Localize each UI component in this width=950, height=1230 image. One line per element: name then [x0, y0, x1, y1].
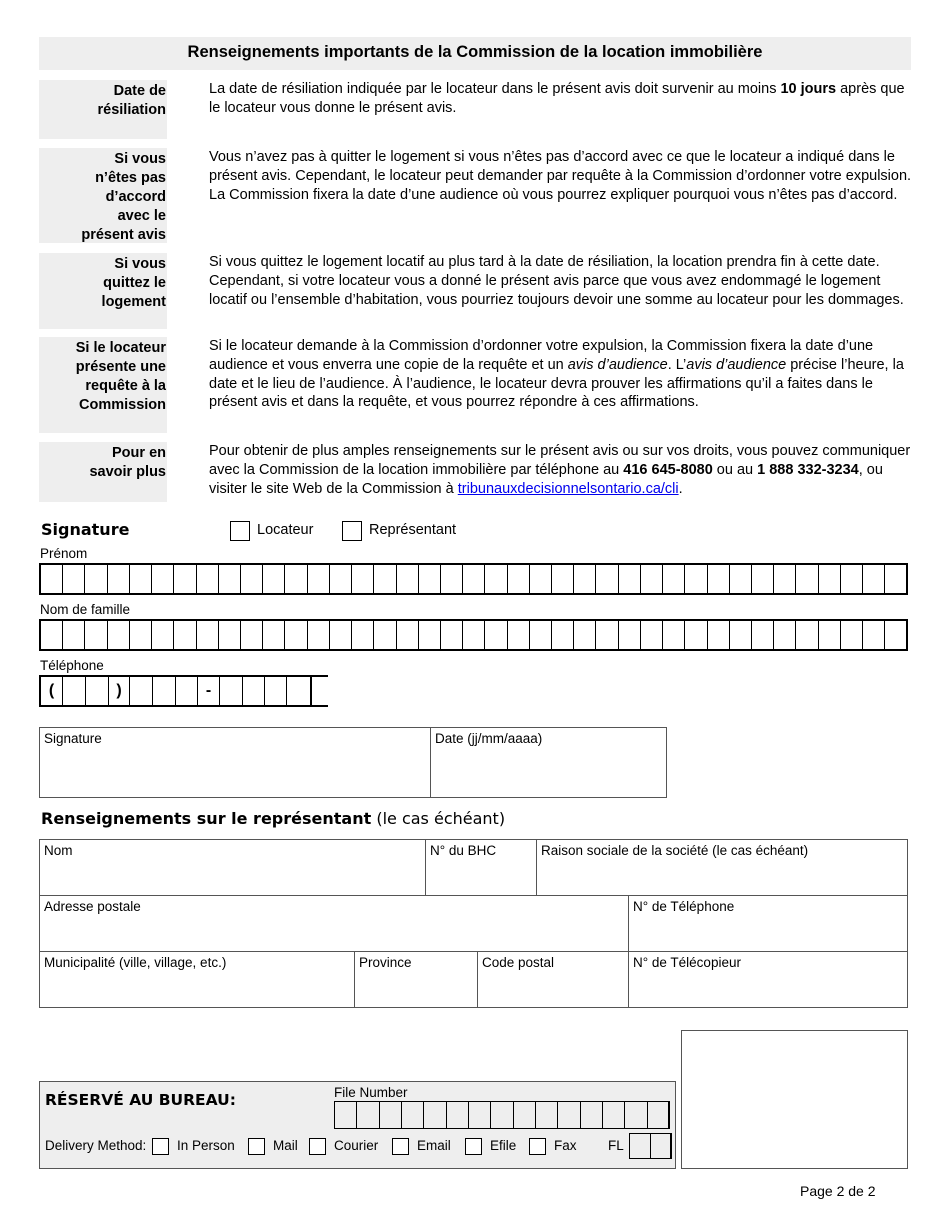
prenom-char-cell: [285, 565, 307, 593]
prenom-input[interactable]: [39, 563, 908, 595]
office-use-panel: [39, 1081, 676, 1169]
prenom-char-cell: [108, 565, 130, 593]
nom-famille-label: Nom de famille: [40, 602, 131, 617]
nom-char-cell: [241, 621, 263, 649]
page-title: Renseignements importants de la Commission de la location immobilière: [39, 37, 911, 70]
file-number-cell: [424, 1102, 446, 1128]
nom-char-cell: [352, 621, 374, 649]
office-use-title: RÉSERVÉ AU BUREAU:: [45, 1091, 236, 1109]
prenom-char-cell: [796, 565, 818, 593]
prenom-char-cell: [530, 565, 552, 593]
nom-char-cell: [374, 621, 396, 649]
file-number-cell: [469, 1102, 491, 1128]
telephone-input[interactable]: [39, 675, 328, 707]
nom-char-cell: [441, 621, 463, 649]
rep-adresse-label: Adresse postale: [44, 899, 141, 914]
rep-bhc-field[interactable]: [425, 839, 537, 896]
nom-char-cell: [108, 621, 130, 649]
prenom-char-cell: [41, 565, 63, 593]
fl-cell: [630, 1134, 651, 1158]
signature-box-label: Signature: [44, 731, 102, 746]
file-number-cell: [447, 1102, 469, 1128]
nom-char-cell: [796, 621, 818, 649]
prenom-char-cell: [241, 565, 263, 593]
representative-section-title: Renseignements sur le représentant (le cas échéant): [41, 809, 506, 828]
nom-char-cell: [63, 621, 85, 649]
label-pas-daccord: Si vous n’êtes pas d’accord avec le présent avis: [39, 148, 167, 243]
nom-char-cell: [219, 621, 241, 649]
rep-adresse-field[interactable]: [39, 895, 629, 952]
nom-char-cell: [508, 621, 530, 649]
phone-cell: [287, 677, 312, 705]
nom-char-cell: [663, 621, 685, 649]
prenom-char-cell: [397, 565, 419, 593]
file-number-cell: [536, 1102, 558, 1128]
label-requete-commission: Si le locateur présente une requête à la Commission: [39, 337, 167, 433]
rep-nom-label: Nom: [44, 843, 73, 858]
nom-char-cell: [685, 621, 707, 649]
nom-char-cell: [463, 621, 485, 649]
prenom-char-cell: [263, 565, 285, 593]
date-box-label: Date (jj/mm/aaaa): [435, 731, 543, 746]
phone-cell: [130, 677, 153, 705]
rep-province-label: Province: [359, 955, 412, 970]
file-number-cell: [625, 1102, 647, 1128]
delivery-mail-checkbox[interactable]: [248, 1138, 265, 1155]
prenom-char-cell: [219, 565, 241, 593]
prenom-char-cell: [85, 565, 107, 593]
file-number-cell: [380, 1102, 402, 1128]
nom-char-cell: [774, 621, 796, 649]
prenom-char-cell: [774, 565, 796, 593]
delivery-fax-checkbox[interactable]: [529, 1138, 546, 1155]
prenom-char-cell: [152, 565, 174, 593]
fl-input[interactable]: [629, 1133, 672, 1159]
text-requete-commission: Si le locateur demande à la Commission d’ordonner votre expulsion, la Commission fixera la date d’une audience et vous enverra une copie de la requête et un avis d’audience. L’avis d’audience précise l’heure, la date et le lieu de l’audience. À l’audience, le locateur devra prouver les affirmations qu’il a faites dans le présent avis et dans la requête, et vous pourrez répondre à ces affirmations.: [209, 338, 904, 411]
rep-code-postal-field[interactable]: [477, 951, 629, 1008]
prenom-char-cell: [508, 565, 530, 593]
prenom-char-cell: [841, 565, 863, 593]
file-number-cell: [357, 1102, 379, 1128]
prenom-char-cell: [708, 565, 730, 593]
phone-cell: [63, 677, 86, 705]
prenom-char-cell: [463, 565, 485, 593]
text-pas-daccord: Vous n’avez pas à quitter le logement si vous n’êtes pas d’accord avec ce que le locateur a indiqué dans le présent avis. Cependant, le locateur peut demander par requête à la Commission d’ordonner votre expulsion. La Commission fixera la date d’une audience où vous pourrez expliquer pourquoi vous n’êtes pas d’accord.: [209, 149, 912, 203]
nom-char-cell: [863, 621, 885, 649]
nom-char-cell: [819, 621, 841, 649]
nom-char-cell: [530, 621, 552, 649]
representant-label: Représentant: [369, 522, 457, 538]
delivery-email-label: Email: [417, 1138, 451, 1153]
label-quittez-logement: Si vous quittez le logement: [39, 253, 167, 329]
signature-section-title: Signature: [41, 520, 130, 539]
fl-label: FL: [608, 1138, 624, 1153]
file-number-cell: [581, 1102, 603, 1128]
locateur-checkbox[interactable]: [230, 521, 250, 541]
phone-cell: [176, 677, 198, 705]
delivery-in-person-label: In Person: [177, 1138, 235, 1153]
nom-char-cell: [485, 621, 507, 649]
prenom-char-cell: [730, 565, 752, 593]
nom-char-cell: [641, 621, 663, 649]
nom-char-cell: [85, 621, 107, 649]
prenom-char-cell: [596, 565, 618, 593]
rep-bhc-label: N° du BHC: [430, 843, 497, 858]
nom-char-cell: [41, 621, 63, 649]
nom-char-cell: [596, 621, 618, 649]
delivery-courier-label: Courier: [334, 1138, 379, 1153]
delivery-mail-label: Mail: [273, 1138, 298, 1153]
nom-famille-input[interactable]: [39, 619, 908, 651]
text-en-savoir-plus: Pour obtenir de plus amples renseignements sur le présent avis ou sur vos droits, vous pouvez communiquer avec la Commission de la location immobilière par téléphone au 416 645-8080 ou au 1 888 332-3234, ou visiter le site Web de la Commission à tribunauxdecisionnelsontario.ca/cli.: [209, 443, 911, 497]
phone-cell: [153, 677, 176, 705]
prenom-char-cell: [574, 565, 596, 593]
text-quittez-logement: Si vous quittez le logement locatif au plus tard à la date de résiliation, la location prendra fin à cette date. Cependant, si votre locateur vous a donné le présent avis parce que vous avez endommagé le logement locatif ou l’ensemble d’habitation, vous pourriez toujours devoir une somme au locateur pour les dommages.: [209, 254, 904, 308]
delivery-method-label: Delivery Method:: [45, 1138, 147, 1153]
rep-telecopieur-field[interactable]: [628, 951, 908, 1008]
rep-raison-label: Raison sociale de la société (le cas échéant): [541, 843, 809, 858]
prenom-char-cell: [374, 565, 396, 593]
nom-char-cell: [330, 621, 352, 649]
prenom-char-cell: [352, 565, 374, 593]
text-date-resiliation: La date de résiliation indiquée par le locateur dans le présent avis doit survenir au moins 10 jours après que le locateur vous donne le présent avis.: [209, 81, 905, 116]
prenom-char-cell: [330, 565, 352, 593]
prenom-char-cell: [752, 565, 774, 593]
delivery-fax-label: Fax: [554, 1138, 577, 1153]
prenom-char-cell: [619, 565, 641, 593]
rep-code-postal-label: Code postal: [482, 955, 555, 970]
prenom-char-cell: [419, 565, 441, 593]
prenom-char-cell: [63, 565, 85, 593]
delivery-email-checkbox[interactable]: [392, 1138, 409, 1155]
prenom-label: Prénom: [40, 546, 88, 561]
label-en-savoir-plus: Pour en savoir plus: [39, 442, 167, 502]
file-number-label: File Number: [334, 1085, 408, 1100]
phone-cell: [86, 677, 109, 705]
rep-telecopieur-label: N° de Télécopieur: [633, 955, 741, 970]
prenom-char-cell: [485, 565, 507, 593]
office-stamp-box: [681, 1030, 908, 1169]
phone-dash: -: [198, 677, 220, 705]
nom-char-cell: [197, 621, 219, 649]
nom-char-cell: [130, 621, 152, 649]
nom-char-cell: [174, 621, 196, 649]
prenom-char-cell: [552, 565, 574, 593]
nom-char-cell: [574, 621, 596, 649]
page-number: Page 2 de 2: [800, 1183, 876, 1199]
nom-char-cell: [285, 621, 307, 649]
nom-char-cell: [152, 621, 174, 649]
delivery-efile-checkbox[interactable]: [465, 1138, 482, 1155]
nom-char-cell: [841, 621, 863, 649]
rep-telephone-field[interactable]: [628, 895, 908, 952]
prenom-char-cell: [685, 565, 707, 593]
nom-char-cell: [730, 621, 752, 649]
nom-char-cell: [397, 621, 419, 649]
telephone-label: Téléphone: [40, 658, 104, 673]
prenom-char-cell: [308, 565, 330, 593]
rep-municipalite-label: Municipalité (ville, village, etc.): [44, 955, 227, 970]
prenom-char-cell: [863, 565, 885, 593]
signature-box[interactable]: [39, 727, 431, 798]
rep-raison-field[interactable]: [536, 839, 908, 896]
nom-char-cell: [752, 621, 774, 649]
nom-char-cell: [552, 621, 574, 649]
prenom-char-cell: [641, 565, 663, 593]
delivery-efile-label: Efile: [490, 1138, 517, 1153]
representant-checkbox[interactable]: [342, 521, 362, 541]
file-number-cell: [514, 1102, 536, 1128]
nom-char-cell: [419, 621, 441, 649]
phone-cell: [265, 677, 287, 705]
phone-cell: [243, 677, 265, 705]
date-box[interactable]: [430, 727, 667, 798]
prenom-char-cell: [885, 565, 907, 593]
file-number-input[interactable]: [334, 1101, 670, 1129]
file-number-cell: [648, 1102, 670, 1128]
delivery-courier-checkbox[interactable]: [309, 1138, 326, 1155]
nom-char-cell: [885, 621, 907, 649]
label-date-resiliation: Date de résiliation: [39, 80, 167, 139]
fl-cell: [651, 1134, 672, 1158]
rep-municipalite-field[interactable]: [39, 951, 355, 1008]
nom-char-cell: [308, 621, 330, 649]
rep-telephone-label: N° de Téléphone: [633, 899, 735, 914]
phone-cell: [220, 677, 243, 705]
prenom-char-cell: [819, 565, 841, 593]
prenom-char-cell: [174, 565, 196, 593]
file-number-cell: [558, 1102, 580, 1128]
file-number-cell: [603, 1102, 625, 1128]
file-number-cell: [335, 1102, 357, 1128]
rep-province-field[interactable]: [354, 951, 478, 1008]
nom-char-cell: [263, 621, 285, 649]
prenom-char-cell: [197, 565, 219, 593]
delivery-in-person-checkbox[interactable]: [152, 1138, 169, 1155]
file-number-cell: [402, 1102, 424, 1128]
prenom-char-cell: [663, 565, 685, 593]
prenom-char-cell: [130, 565, 152, 593]
rep-nom-field[interactable]: [39, 839, 426, 896]
nom-char-cell: [708, 621, 730, 649]
file-number-cell: [491, 1102, 513, 1128]
nom-char-cell: [619, 621, 641, 649]
prenom-char-cell: [441, 565, 463, 593]
locateur-label: Locateur: [257, 522, 314, 538]
phone-close-paren: ): [109, 677, 130, 705]
phone-open-paren: (: [41, 677, 63, 705]
